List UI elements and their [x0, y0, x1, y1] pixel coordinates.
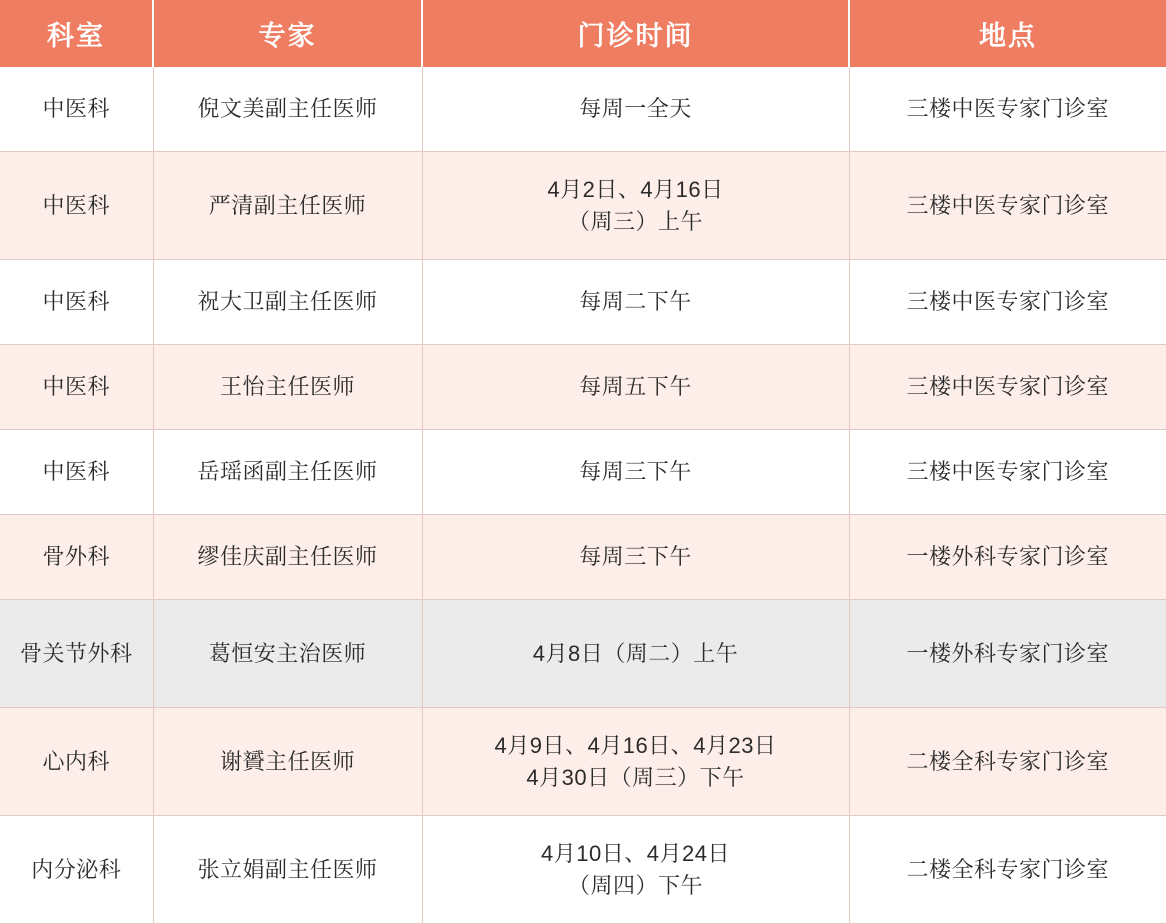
- cell-expert: 倪文美副主任医师: [153, 67, 422, 152]
- cell-clinic-time: [422, 430, 849, 515]
- cell-expert: 岳瑶函副主任医师: [153, 430, 422, 515]
- table-body: [0, 67, 1166, 924]
- cell-line: （周四）下午: [567, 872, 703, 898]
- table-row: [0, 345, 1166, 430]
- cell-line: 4月8日（周二）上午: [532, 640, 739, 666]
- cell-line: 4月30日（周三）下午: [526, 764, 745, 790]
- cell-expert: 张立娟副主任医师: [153, 816, 422, 924]
- cell-line: 4月9日、4月16日、4月23日: [494, 732, 777, 758]
- cell-location: 一楼外科专家门诊室: [849, 600, 1166, 708]
- table-row: [0, 67, 1166, 152]
- cell-location: 二楼全科专家门诊室: [849, 816, 1166, 924]
- cell-line: 每周一全天: [579, 96, 692, 122]
- cell-clinic-time: [422, 260, 849, 345]
- table-header: [0, 0, 1166, 67]
- cell-expert: 严清副主任医师: [153, 152, 422, 260]
- cell-department: 骨外科: [0, 515, 153, 600]
- cell-line: 每周三下午: [579, 459, 692, 485]
- cell-line: 4月10日、4月24日: [541, 840, 730, 866]
- header-cell-department: 科室: [0, 0, 153, 67]
- cell-department: 中医科: [0, 67, 153, 152]
- cell-department: 中医科: [0, 152, 153, 260]
- table-row: [0, 152, 1166, 260]
- header-cell-location: 地点: [849, 0, 1166, 67]
- cell-line: （周三）上午: [567, 208, 703, 234]
- cell-clinic-time: [422, 152, 849, 260]
- cell-clinic-time: [422, 515, 849, 600]
- cell-location: 三楼中医专家门诊室: [849, 430, 1166, 515]
- cell-location: 三楼中医专家门诊室: [849, 345, 1166, 430]
- cell-department: 心内科: [0, 708, 153, 816]
- cell-expert: 祝大卫副主任医师: [153, 260, 422, 345]
- cell-location: 三楼中医专家门诊室: [849, 152, 1166, 260]
- cell-location: 一楼外科专家门诊室: [849, 515, 1166, 600]
- cell-location: 三楼中医专家门诊室: [849, 260, 1166, 345]
- header-row: [0, 0, 1166, 67]
- table-row: [0, 515, 1166, 600]
- table-row: [0, 708, 1166, 816]
- cell-clinic-time: [422, 708, 849, 816]
- cell-clinic-time: [422, 816, 849, 924]
- cell-expert: 王怡主任医师: [153, 345, 422, 430]
- table-row: [0, 430, 1166, 515]
- table-row: [0, 816, 1166, 924]
- cell-department: 内分泌科: [0, 816, 153, 924]
- cell-expert: 谢贇主任医师: [153, 708, 422, 816]
- cell-clinic-time: [422, 67, 849, 152]
- table-row: [0, 600, 1166, 708]
- cell-department: 中医科: [0, 430, 153, 515]
- cell-clinic-time: [422, 600, 849, 708]
- cell-location: 二楼全科专家门诊室: [849, 708, 1166, 816]
- cell-expert: 缪佳庆副主任医师: [153, 515, 422, 600]
- header-cell-expert: 专家: [153, 0, 422, 67]
- cell-line: 每周二下午: [579, 289, 692, 315]
- cell-line: 每周五下午: [579, 374, 692, 400]
- cell-line: 4月2日、4月16日: [547, 176, 724, 202]
- cell-department: 中医科: [0, 260, 153, 345]
- cell-expert: 葛恒安主治医师: [153, 600, 422, 708]
- cell-department: 中医科: [0, 345, 153, 430]
- header-cell-clinic-time: 门诊时间: [422, 0, 849, 67]
- cell-line: 每周三下午: [579, 544, 692, 570]
- cell-location: 三楼中医专家门诊室: [849, 67, 1166, 152]
- table-row: [0, 260, 1166, 345]
- cell-clinic-time: [422, 345, 849, 430]
- cell-department: 骨关节外科: [0, 600, 153, 708]
